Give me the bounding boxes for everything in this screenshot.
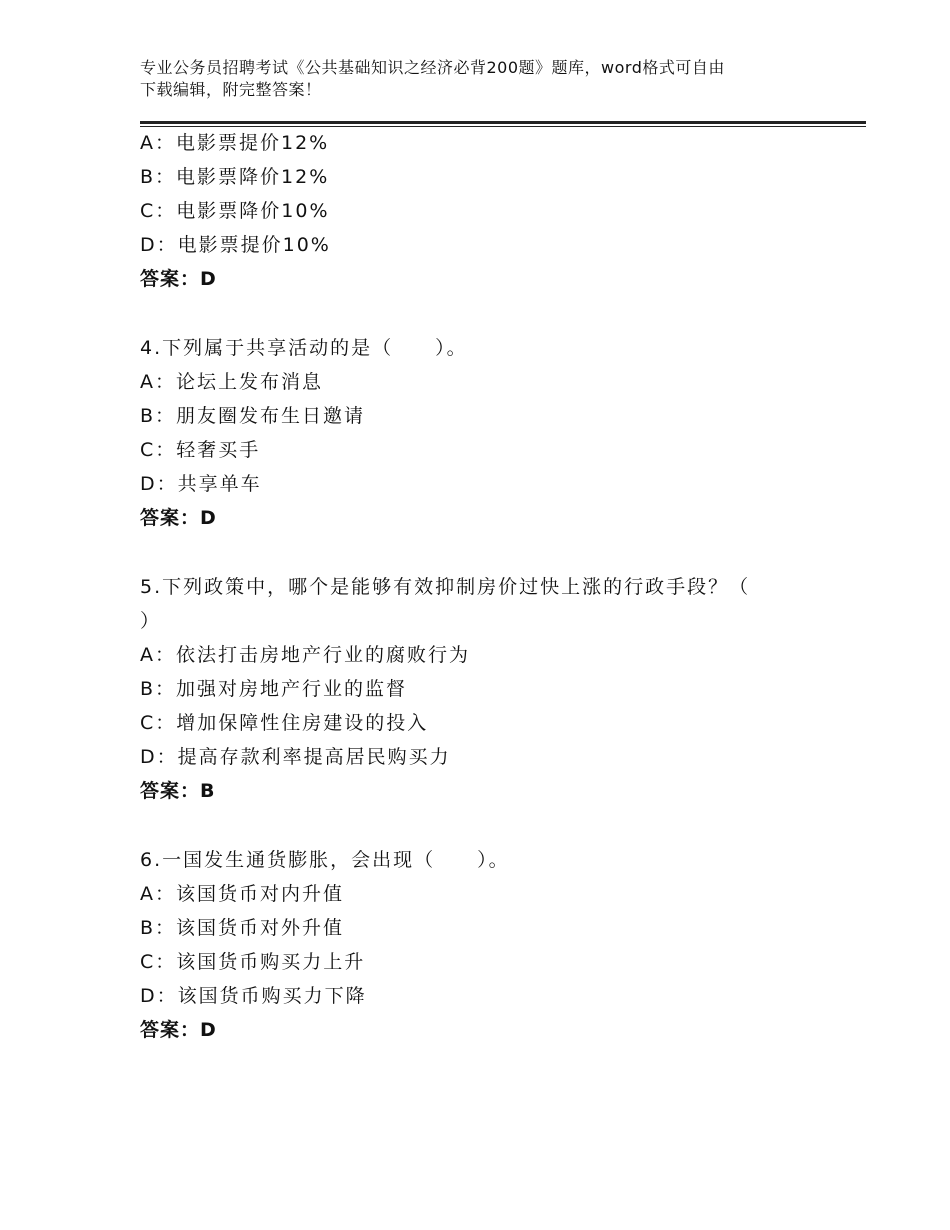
q3-option-c: C：电影票降价10% <box>140 200 330 222</box>
q3-option-b: B：电影票降价12% <box>140 166 330 188</box>
q4-option-a: A：论坛上发布消息 <box>140 371 323 393</box>
q6-option-c: C：该国货币购买力上升 <box>140 951 366 973</box>
q6-option-a: A：该国货币对内升值 <box>140 883 344 905</box>
q6-option-d: D：该国货币购买力下降 <box>140 985 367 1007</box>
q4-stem: 4.下列属于共享活动的是（ ）。 <box>140 337 468 359</box>
q5-answer: 答案：B <box>140 780 216 802</box>
q4-answer: 答案：D <box>140 507 217 529</box>
q3-option-a: A：电影票提价12% <box>140 132 330 154</box>
header-divider-thin <box>140 126 866 127</box>
q3-answer: 答案：D <box>140 268 217 290</box>
q5-stem-line-1: 5.下列政策中，哪个是能够有效抑制房价过快上涨的行政手段？（ <box>140 576 751 598</box>
header-line-2: 下载编辑，附完整答案！ <box>140 80 322 99</box>
q4-option-d: D：共享单车 <box>140 473 262 495</box>
q5-stem-line-2: ） <box>140 610 162 632</box>
q5-option-d: D：提高存款利率提高居民购买力 <box>140 746 451 768</box>
q4-option-c: C：轻奢买手 <box>140 439 261 461</box>
q3-option-d: D：电影票提价10% <box>140 234 331 256</box>
document-header <box>140 57 840 101</box>
q4-option-b: B：朋友圈发布生日邀请 <box>140 405 366 427</box>
header-divider-thick <box>140 121 866 124</box>
q5-option-c: C：增加保障性住房建设的投入 <box>140 712 429 734</box>
q5-option-b: B：加强对房地产行业的监督 <box>140 678 408 700</box>
q6-answer: 答案：D <box>140 1019 217 1041</box>
header-line-1: 专业公务员招聘考试《公共基础知识之经济必背200题》题库，word格式可自由 <box>140 58 725 77</box>
q6-option-b: B：该国货币对外升值 <box>140 917 345 939</box>
q5-option-a: A：依法打击房地产行业的腐败行为 <box>140 644 470 666</box>
q6-stem: 6.一国发生通货膨胀，会出现（ ）。 <box>140 849 510 871</box>
